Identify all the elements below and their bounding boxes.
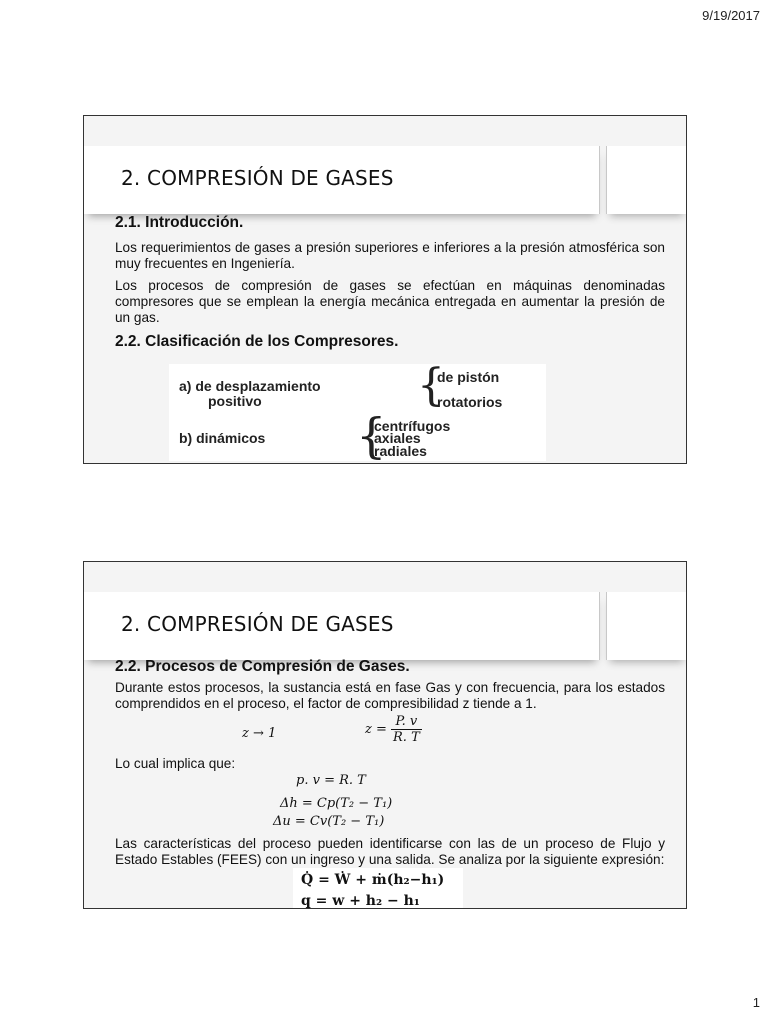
slide-2 (83, 561, 687, 909)
paragraph: Los procesos de compresión de gases se efectúan en máquinas denominadas compresores que se emplean la energía mecánica entregada en aumentar la presión de un gas. (115, 278, 665, 325)
section-heading-intro: 2.1. Introducción. (115, 214, 244, 231)
class-b-option: centrífugos (374, 418, 451, 434)
paragraph: Los requerimientos de gases a presión superiores e inferiores a la presión atmosférica son muy frecuentes en Ingeniería. (115, 240, 665, 271)
section-heading-processes: 2.2. Procesos de Compresión de Gases. (115, 658, 410, 675)
energy-equation-figure (293, 868, 463, 908)
implies-text-wrap (115, 756, 665, 772)
slide-1 (83, 115, 687, 464)
equation-lhs: z = (365, 722, 387, 737)
class-a-option: rotatorios (437, 394, 503, 410)
page-number: 1 (752, 995, 760, 1010)
equation-enthalpy: Δh = Cp(T₂ − T₁) (280, 796, 393, 811)
class-b-option: axiales (374, 430, 421, 446)
slide-title: 2. COMPRESIÓN DE GASES (121, 612, 394, 636)
equation-limit: z → 1 (242, 726, 277, 741)
slide-title: 2. COMPRESIÓN DE GASES (121, 166, 394, 190)
class-a-label: a) de desplazamiento (179, 378, 321, 394)
slide-content (115, 214, 665, 351)
title-side-box (606, 146, 687, 214)
classification-figure (169, 360, 546, 464)
title-side-box (606, 592, 687, 660)
paragraph: Durante estos procesos, la sustancia está en fase Gas y con frecuencia, para los estados comprendidos en el proceso, el factor de compresibilidad z tiende a 1. (115, 680, 665, 711)
class-a-option: de pistón (437, 369, 500, 385)
paragraph: Las características del proceso pueden identificarse con las de un proceso de Flujo y Estado Estables (FEES) con un ingreso y una salida. Se analiza por la siguiente expresión: (115, 836, 665, 867)
fraction (391, 714, 422, 745)
class-b-label: b) dinámicos (179, 430, 266, 446)
equation-compressibility (365, 714, 422, 745)
energy-equation-1: Q̇ = Ẇ + ṁ(h₂−h₁) (301, 872, 445, 888)
brace-icon: { (417, 360, 445, 411)
paragraph: Lo cual implica que: (115, 756, 236, 771)
equation-ideal-gas: p. v = R. T (296, 773, 366, 788)
brace-icon: { (356, 408, 387, 464)
energy-equation-2: q = w + h₂ − h₁ (301, 893, 420, 909)
fraction-denominator: R. T (393, 730, 420, 745)
fraction-numerator: P. v (391, 714, 422, 730)
slide-content (115, 658, 665, 712)
equation-internal-energy: Δu = Cv(T₂ − T₁) (273, 814, 385, 829)
class-b-option: radiales (374, 443, 427, 459)
class-a-label-2: positivo (208, 393, 262, 409)
section-heading-classification: 2.2. Clasificación de los Compresores. (115, 333, 399, 350)
date-header: 9/19/2017 (702, 8, 760, 23)
fees-text-wrap (115, 836, 665, 868)
